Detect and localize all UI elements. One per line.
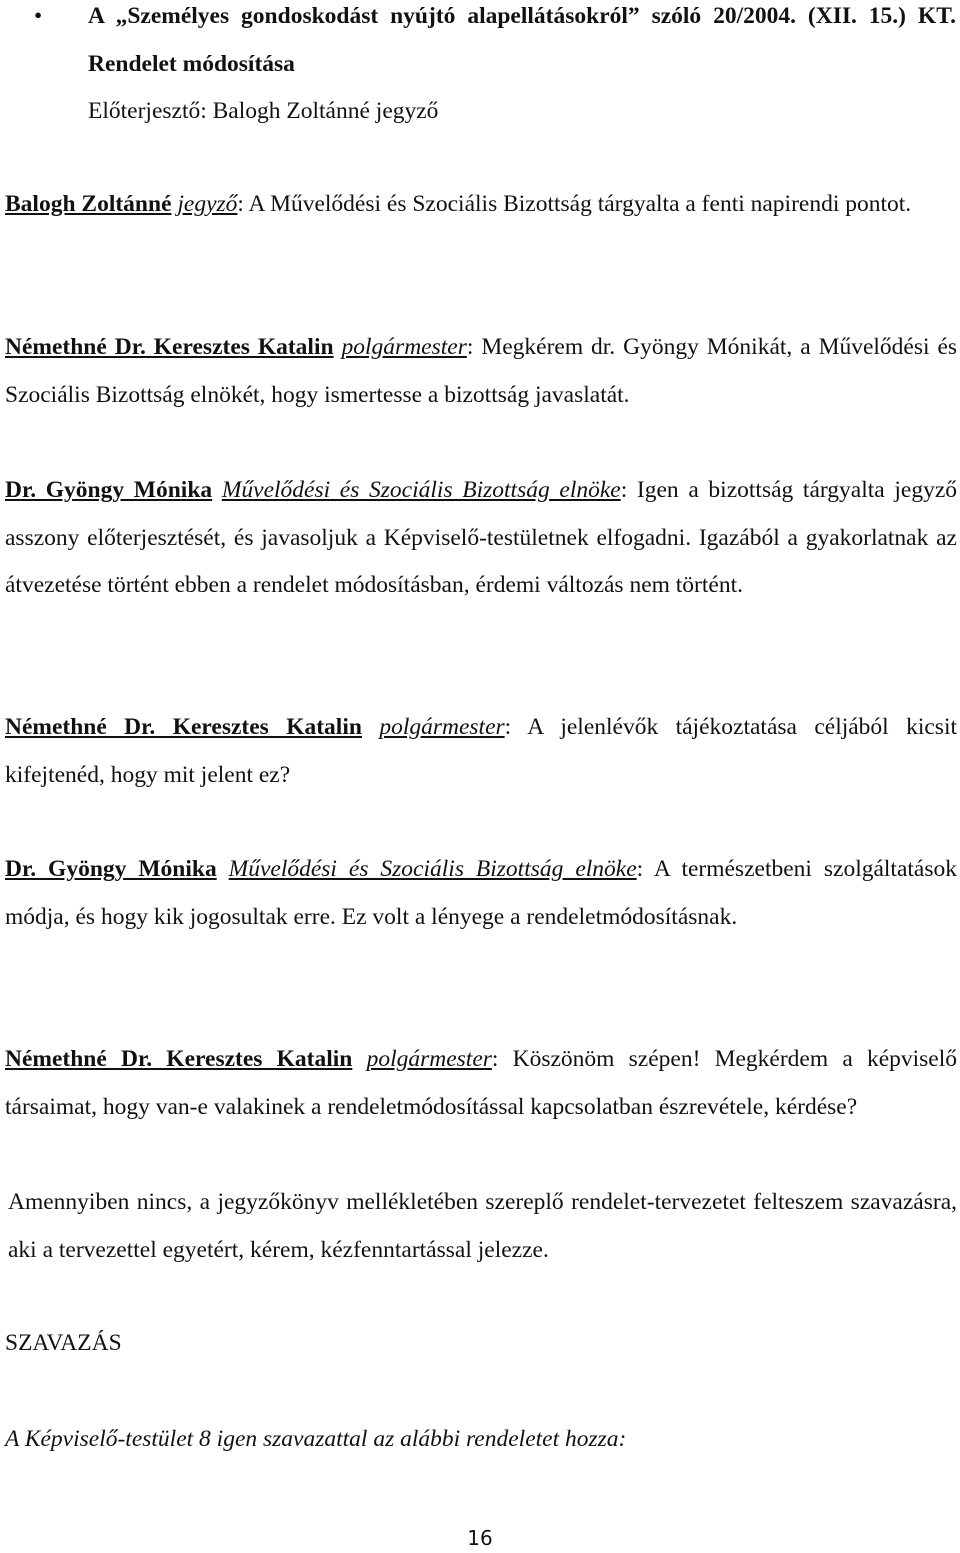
speaker-name: Balogh Zoltánné	[5, 191, 172, 217]
speech-paragraph: Némethné Dr. Keresztes Katalin polgármester: Köszönöm szépen! Megkérdem a képviselő társaimat, hogy van-e valakinek a rendeletmódosítással kapcsolatban észrevétele, kérdése?	[5, 1046, 958, 1120]
speech-paragraph: Dr. Gyöngy Mónika Művelődési és Szociális Bizottság elnöke: A természetbeni szolgáltatások módja, és hogy kik jogosultak erre. Ez volt a lényege a rendeletmódosításnak.	[5, 856, 957, 930]
speech-text: A Művelődési és Szociális Bizottság tárgyalta a fenti napirendi pontot.	[248, 191, 912, 217]
bullet: •	[34, 3, 43, 29]
vote-result: A Képviselő-testület 8 igen szavazattal az alábbi rendeletet hozza:	[5, 1426, 627, 1452]
speaker-role: polgármester	[341, 334, 467, 360]
speaker-role: jegyző	[177, 191, 238, 217]
speaker-name: Némethné Dr. Keresztes Katalin	[5, 714, 362, 740]
speaker-role: polgármester	[366, 1046, 492, 1072]
presenter: Előterjesztő: Balogh Zoltánné jegyző	[88, 98, 439, 125]
continuation-paragraph: Amennyiben nincs, a jegyzőkönyv mellékletében szereplő rendelet-tervezetet felteszem szavazásra, aki a tervezettel egyetért, kérem, kézfenntartással jelezze.	[8, 1189, 957, 1263]
speech-paragraph: Némethné Dr. Keresztes Katalin polgármester: A jelenlévők tájékoztatása céljából kicsit kifejtenéd, hogy mit jelent ez?	[5, 714, 958, 788]
speech-text: A természetbeni szolgáltatások módja, és hogy kik jogosultak erre. Ez volt a lényege a rendeletmódosításnak.	[5, 856, 957, 930]
speech-paragraph: Némethné Dr. Keresztes Katalin polgármester: Megkérem dr. Gyöngy Mónikát, a Művelődési és Szociális Bizottság elnökét, hogy ismertesse a bizottság javaslatát.	[5, 334, 958, 408]
speech-text: Igen a bizottság tárgyalta jegyző asszony előterjesztését, és javasoljuk a Képviselő-testületnek elfogadni. Igazából a gyakorlatnak az átvezetése történt ebben a rendelet módosításban, érdemi változás nem történt.	[5, 477, 958, 599]
agenda-title: A „Személyes gondoskodást nyújtó alapellátásokról” szóló 20/2004. (XII. 15.) KT. Rendelet módosítása	[88, 3, 956, 77]
speaker-name: Némethné Dr. Keresztes Katalin	[5, 334, 334, 360]
speaker-role: Művelődési és Szociális Bizottság elnöke	[228, 856, 637, 882]
speaker-name: Dr. Gyöngy Mónika	[5, 477, 213, 503]
speaker-role: polgármester	[379, 714, 505, 740]
speech-text: Megkérem dr. Gyöngy Mónikát, a Művelődési és Szociális Bizottság elnökét, hogy ismertesse a bizottság javaslatát.	[5, 334, 958, 408]
speech-text: A jelenlévők tájékoztatása céljából kicsit kifejtenéd, hogy mit jelent ez?	[5, 714, 958, 788]
speech-text: Köszönöm szépen! Megkérdem a képviselő társaimat, hogy van-e valakinek a rendeletmódosítással kapcsolatban észrevétele, kérdése?	[5, 1046, 958, 1120]
speaker-name: Dr. Gyöngy Mónika	[5, 856, 217, 882]
speech-paragraph: Balogh Zoltánné jegyző: A Művelődési és Szociális Bizottság tárgyalta a fenti napirendi pontot.	[5, 191, 912, 217]
vote-heading: SZAVAZÁS	[5, 1330, 122, 1356]
speaker-name: Némethné Dr. Keresztes Katalin	[5, 1046, 353, 1072]
speaker-role: Művelődési és Szociális Bizottság elnöke	[221, 477, 621, 503]
speech-paragraph: Dr. Gyöngy Mónika Művelődési és Szociális Bizottság elnöke: Igen a bizottság tárgyalta jegyző asszony előterjesztését, és javasoljuk a Képviselő-testületnek elfogadni. Igazából a gyakorlatnak az átvezetése történt ebben a rendelet módosításban, érdemi változás nem történt.	[5, 477, 958, 599]
page-number: 16	[467, 1526, 493, 1550]
